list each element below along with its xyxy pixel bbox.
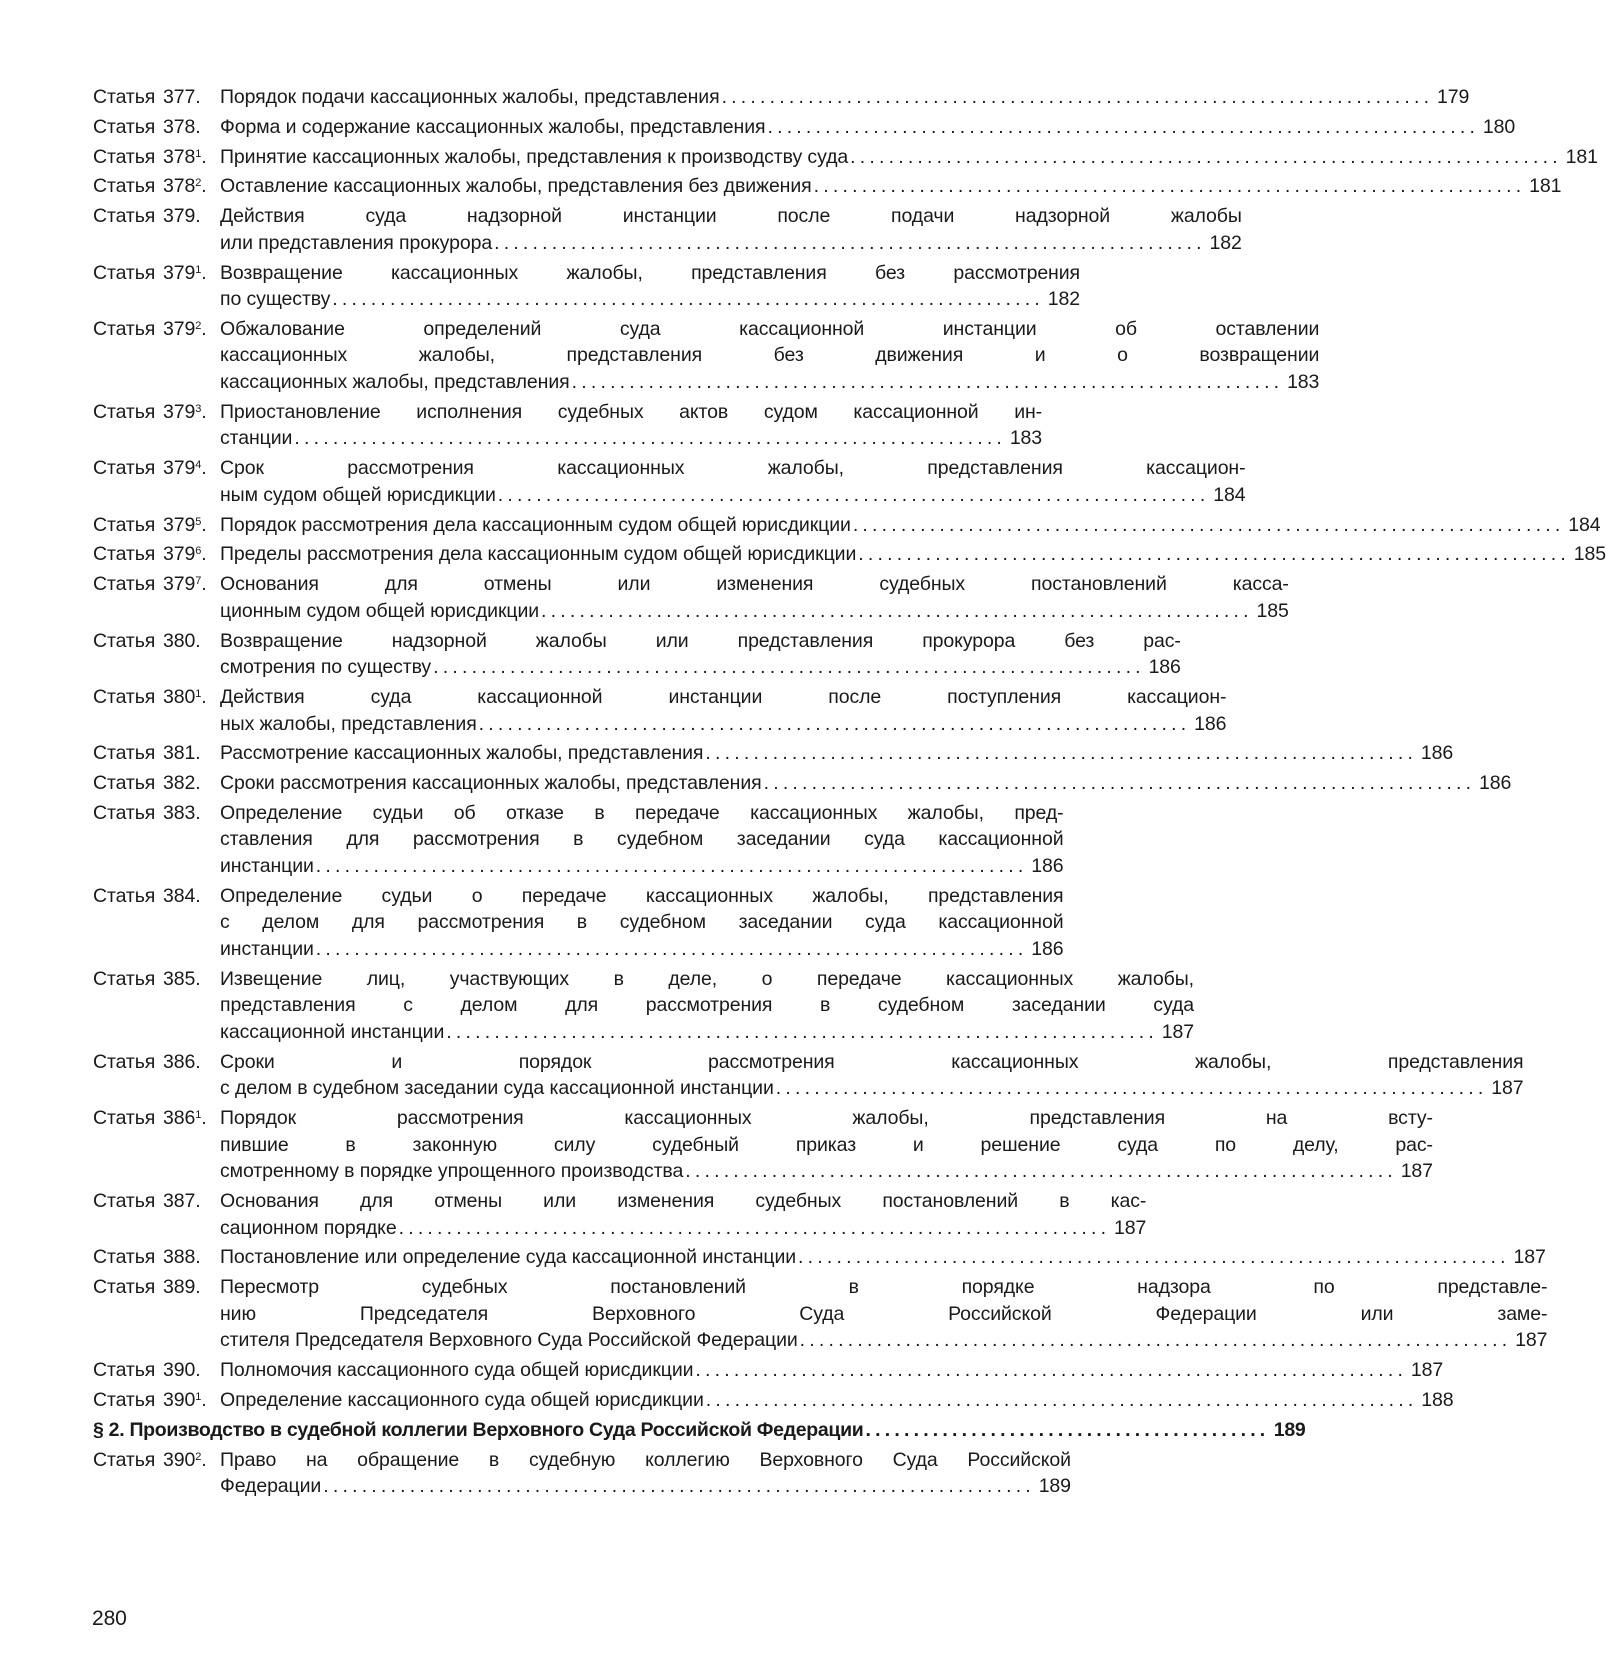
toc-entries (93, 84, 1606, 1414)
leader-dots: .......................................................................... (398, 1216, 1111, 1239)
article-superscript: 1 (195, 263, 202, 276)
page-ref: 182 (1047, 288, 1080, 311)
page-ref: 181 (1565, 145, 1598, 168)
article-word: Статья (93, 543, 156, 566)
page-ref: 188 (1421, 1389, 1454, 1411)
leader-dots: .......................................................................... (294, 427, 1007, 450)
article-title (220, 1244, 1546, 1271)
leader-dots: .......................................................................... (494, 231, 1206, 254)
title-line: Обжалование определений суда кассационной инстанции об оставлении (220, 317, 1320, 340)
title-line: инстанции (220, 855, 314, 878)
title-line: пившие в законную силу судебный приказ и решение суда по делу, рас- (220, 1133, 1433, 1156)
page-number: 280 (92, 1607, 127, 1630)
title-line: по существу (220, 288, 331, 311)
title-line: Полномочия кассационного суда общей юрисдикции (220, 1359, 694, 1382)
article-title (220, 1387, 1453, 1414)
title-last-line (220, 1244, 1546, 1271)
article-word: Статья (93, 1246, 156, 1269)
article-title (220, 1105, 1433, 1185)
page-ref: 183 (1009, 427, 1043, 450)
toc-entry[interactable] (93, 203, 1242, 256)
title-last-line (220, 598, 1289, 625)
article-number: 379 (163, 573, 196, 596)
title-last-line (220, 144, 1598, 171)
title-line: Постановление или определение суда кассационной инстанции (220, 1246, 797, 1269)
toc-entry[interactable] (93, 628, 1181, 681)
article-word: Статья (93, 1190, 156, 1213)
article-title (220, 1049, 1523, 1102)
article-number: 379. (163, 205, 201, 228)
title-line: Пересмотр судебных постановлений в порядке надзора по представле- (220, 1276, 1548, 1299)
article-label: Статья $379^5$. (93, 512, 220, 539)
article-number: 382. (163, 772, 201, 795)
leader-dots: .......................................................................... (497, 483, 1210, 506)
title-line: Действия суда кассационной инстанции после поступления кассацион- (220, 685, 1227, 708)
title-line: Срок рассмотрения кассационных жалобы, представления кассацион- (220, 457, 1246, 480)
title-last-line (220, 482, 1246, 509)
leader-dots: .......................................................................... (705, 1389, 1418, 1411)
article-label: Статья $378^2$. (93, 173, 220, 200)
article-label: Статья $386^1$. (93, 1105, 220, 1132)
article-label: Статья $379^1$. (93, 260, 220, 287)
page-ref: 180 (1482, 115, 1516, 138)
title-line: Определение судьи о передаче кассационных жалобы, представления (220, 884, 1064, 907)
title-last-line (220, 654, 1181, 681)
leader-dots: .......................................................................... (850, 145, 1562, 168)
leader-dots: .......................................................................... (478, 712, 1191, 735)
article-label (93, 84, 220, 111)
article-title (220, 740, 1453, 767)
article-word: Статья (93, 573, 156, 596)
article-title (220, 1357, 1443, 1384)
article-title (220, 684, 1226, 737)
article-title (220, 260, 1080, 313)
title-line: Право на обращение в судебную коллегию Верховного Суда Российской (220, 1448, 1071, 1471)
toc-entry[interactable] (93, 173, 1562, 200)
leader-dots: .......................................................................... (433, 656, 1145, 679)
article-label: Статья $379^4$. (93, 455, 220, 482)
title-last-line (220, 286, 1080, 313)
article-label: Статья $378^1$. (93, 144, 220, 171)
article-number: 380. (163, 629, 201, 652)
article-title (220, 455, 1246, 508)
page-ref: 181 (1529, 175, 1562, 198)
leader-dots: .......................................................................... (798, 1246, 1510, 1269)
title-line: с делом для рассмотрения в судебном заседании суда кассационной (220, 911, 1064, 934)
article-superscript: 2 (195, 177, 202, 190)
article-label (93, 203, 220, 230)
article-number: 379 (163, 261, 196, 284)
article-word: Статья (93, 1050, 156, 1073)
toc-entry[interactable] (93, 144, 1598, 171)
leader-dots: .......................................................................... (775, 1077, 1488, 1100)
article-word: Статья (93, 1107, 156, 1130)
article-title (220, 1274, 1547, 1354)
article-number: 379 (163, 513, 196, 536)
toc-entry[interactable] (93, 1274, 1548, 1354)
page-ref: 186 (1194, 712, 1227, 735)
article-label (93, 966, 220, 993)
title-last-line (220, 1019, 1194, 1046)
article-label (93, 1049, 220, 1076)
article-label (93, 114, 220, 141)
article-word: Статья (93, 513, 156, 536)
article-title (220, 770, 1511, 797)
article-word: Статья (93, 1276, 156, 1299)
article-number: 388. (163, 1246, 201, 1269)
page-ref: 185 (1573, 543, 1606, 566)
article-title (220, 571, 1289, 624)
article-label (93, 1188, 220, 1215)
title-line: Основания для отмены или изменения судебных постановлений в кас- (220, 1190, 1147, 1213)
toc-entry[interactable] (93, 114, 1516, 141)
article-word: Статья (93, 457, 156, 480)
article-number: 377. (163, 86, 201, 108)
article-superscript: 5 (195, 515, 202, 528)
leader-dots: .......................................................................... (799, 1329, 1512, 1352)
article-number: 378 (163, 175, 196, 198)
title-line: Федерации (220, 1475, 322, 1498)
title-last-line (220, 740, 1453, 767)
article-number: 387. (163, 1190, 201, 1213)
title-last-line (220, 512, 1601, 539)
page-ref: 186 (1479, 772, 1512, 795)
title-line: ставления для рассмотрения в судебном заседании суда кассационной (220, 828, 1064, 851)
article-title (220, 203, 1242, 256)
page-ref: 187 (1161, 1020, 1194, 1043)
leader-dots: .......................................................................... (852, 513, 1565, 536)
article-title (220, 399, 1042, 452)
page-ref: 186 (1031, 855, 1064, 878)
article-label (93, 1244, 220, 1271)
article-word: Статья (93, 400, 156, 423)
title-last-line (220, 230, 1242, 257)
article-label (93, 740, 220, 767)
page-ref: 187 (1491, 1077, 1524, 1100)
title-line: Действия суда надзорной инстанции после подачи надзорной жалобы (220, 205, 1242, 228)
article-title (220, 114, 1515, 141)
article-number: 390 (163, 1389, 196, 1411)
article-number: 379 (163, 317, 196, 340)
article-label (93, 1274, 220, 1301)
page-ref: 183 (1287, 371, 1320, 394)
article-number: 384. (163, 884, 201, 907)
title-line: Возвращение надзорной жалобы или представления прокурора без рас- (220, 629, 1181, 652)
title-line: кассационных жалобы, представления без движения и о возвращении (220, 344, 1320, 367)
leader-dots: .......................................................................... (315, 938, 1028, 960)
article-number: 389. (163, 1276, 201, 1299)
leader-dots: .......................................................................... (332, 288, 1044, 311)
title-line: Извещение лиц, участвующих в деле, о передаче кассационных жалобы, (220, 967, 1194, 990)
leader-dots: .......................................................................... (767, 115, 1480, 138)
article-number: 379 (163, 543, 196, 566)
title-last-line (220, 1158, 1433, 1185)
leader-dots: .......................................................................... (721, 86, 1434, 108)
article-superscript: 1 (195, 1109, 202, 1122)
title-last-line (220, 1357, 1443, 1384)
article-word: Статья (93, 86, 156, 108)
toc-entry[interactable] (93, 1447, 1071, 1500)
article-word: Статья (93, 772, 156, 795)
page-ref: 186 (1148, 656, 1181, 679)
article-label: Статья $390^1$. (93, 1387, 220, 1414)
article-label (93, 1357, 220, 1384)
article-number: 385. (163, 967, 201, 990)
title-line: Основания для отмены или изменения судебных постановлений касса- (220, 573, 1289, 596)
article-word: Статья (93, 685, 156, 708)
leader-dots: .......................................... (865, 1418, 1270, 1441)
article-label (93, 770, 220, 797)
article-word: Статья (93, 884, 156, 907)
article-number: 386. (163, 1050, 201, 1073)
page-ref: 185 (1256, 599, 1289, 622)
article-number: 381. (163, 742, 201, 765)
article-superscript: 1 (195, 1391, 202, 1403)
toc-entry[interactable] (93, 571, 1289, 624)
title-last-line (220, 541, 1606, 568)
title-last-line (220, 1215, 1146, 1242)
page-ref: 187 (1515, 1329, 1548, 1352)
title-line: Приостановление исполнения судебных актов судом кассационной ин- (220, 400, 1043, 423)
title-line: или представления прокурора (220, 231, 493, 254)
title-line: Пределы рассмотрения дела кассационным судом общей юрисдикции (220, 543, 857, 566)
title-last-line (220, 173, 1561, 200)
article-label (93, 883, 220, 910)
toc-entry[interactable] (93, 541, 1606, 568)
leader-dots: .......................................................................... (813, 175, 1526, 198)
title-line: с делом в судебном заседании суда кассационной инстанции (220, 1077, 774, 1100)
section-page: 189 (1273, 1418, 1306, 1441)
title-line: Порядок рассмотрения дела кассационным судом общей юрисдикции (220, 513, 851, 536)
toc-entry[interactable] (93, 260, 1080, 313)
article-word: Статья (93, 261, 156, 284)
title-line: ным судом общей юрисдикции (220, 483, 496, 506)
title-line: кассационных жалобы, представления (220, 371, 570, 394)
toc-entry[interactable] (93, 84, 1470, 111)
title-last-line (220, 369, 1319, 396)
page-ref: 187 (1400, 1160, 1433, 1183)
article-title (220, 316, 1319, 396)
title-line: Порядок подачи кассационных жалобы, представления (220, 86, 720, 108)
leader-dots: .......................................................................... (541, 599, 1253, 622)
title-line: Рассмотрение кассационных жалобы, представления (220, 742, 704, 765)
article-title (220, 173, 1561, 200)
article-superscript: 7 (195, 575, 202, 588)
article-word: Статья (93, 175, 156, 198)
article-label (93, 628, 220, 655)
article-number: 378. (163, 115, 201, 138)
toc-entry[interactable] (93, 1387, 1454, 1414)
toc-entry[interactable] (93, 800, 1064, 880)
article-superscript: 1 (195, 687, 202, 700)
toc-entry[interactable] (93, 966, 1194, 1046)
title-last-line (220, 1473, 1071, 1500)
article-number: 390 (163, 1448, 196, 1471)
article-label: Статья $380^1$. (93, 684, 220, 711)
page-ref: 184 (1213, 483, 1246, 506)
toc-entry[interactable] (93, 1049, 1524, 1102)
title-line: стителя Председателя Верховного Суда Российской Федерации (220, 1329, 798, 1352)
page-ref: 186 (1031, 938, 1064, 960)
page-ref: 187 (1114, 1216, 1147, 1239)
article-word: Статья (93, 317, 156, 340)
title-line: ных жалобы, представления (220, 712, 477, 735)
article-number: 383. (163, 801, 201, 824)
article-title (220, 512, 1601, 539)
article-title (220, 541, 1606, 568)
toc-entry[interactable] (93, 1357, 1444, 1384)
article-title (220, 1447, 1071, 1500)
article-title (220, 883, 1064, 963)
title-last-line (220, 711, 1226, 738)
title-last-line (220, 770, 1511, 797)
article-number: 386 (163, 1107, 196, 1130)
title-line: Определение судьи об отказе в передаче кассационных жалобы, пред- (220, 801, 1064, 824)
title-line: нию Председателя Верховного Суда Российской Федерации или заме- (220, 1302, 1548, 1325)
article-title (220, 966, 1194, 1046)
title-last-line (220, 84, 1469, 111)
article-label: Статья $379^3$. (93, 399, 220, 426)
article-number: 380 (163, 685, 196, 708)
leader-dots: .......................................................................... (323, 1475, 1035, 1498)
article-word: Статья (93, 1359, 156, 1382)
leader-dots: .......................................................................... (705, 742, 1418, 765)
article-label: Статья $379^6$. (93, 541, 220, 568)
page-ref: 187 (1513, 1246, 1546, 1269)
article-number: 390. (163, 1359, 201, 1382)
article-title (220, 1188, 1146, 1241)
toc-entry[interactable] (93, 399, 1043, 452)
article-number: 379 (163, 400, 196, 423)
toc-entry[interactable] (93, 770, 1512, 797)
article-superscript: 4 (195, 459, 202, 472)
title-last-line (220, 853, 1064, 880)
title-last-line (220, 936, 1064, 963)
title-line: станции (220, 427, 293, 450)
article-title (220, 84, 1469, 111)
toc-entry[interactable] (93, 316, 1320, 396)
article-title (220, 144, 1598, 171)
toc-entry[interactable] (93, 1244, 1546, 1271)
page-ref: 189 (1038, 1475, 1071, 1498)
article-superscript: 2 (195, 1450, 202, 1463)
title-line: инстанции (220, 938, 314, 960)
toc-entry[interactable] (93, 684, 1227, 737)
page-ref: 179 (1437, 86, 1470, 108)
title-line: ционным судом общей юрисдикции (220, 599, 540, 622)
title-line: представления с делом для рассмотрения в судебном заседании суда (220, 994, 1194, 1017)
title-line: Сроки рассмотрения кассационных жалобы, представления (220, 772, 762, 795)
toc-entry[interactable] (93, 740, 1454, 767)
article-superscript: 3 (195, 402, 202, 415)
article-word: Статья (93, 1389, 156, 1411)
article-superscript: 6 (195, 545, 202, 558)
title-last-line (220, 114, 1515, 141)
article-label: Статья $379^7$. (93, 571, 220, 598)
title-line: Порядок рассмотрения кассационных жалобы, представления на всту- (220, 1107, 1433, 1130)
page-ref: 182 (1209, 231, 1242, 254)
final-entry-holder (93, 1447, 1071, 1500)
article-title (220, 800, 1064, 880)
leader-dots: .......................................................................... (571, 371, 1284, 394)
article-superscript: 2 (195, 319, 202, 332)
title-line: Сроки и порядок рассмотрения кассационных жалобы, представления (220, 1050, 1524, 1073)
title-line: сационном порядке (220, 1216, 397, 1239)
section-title: § 2. Производство в судебной коллегии Верховного Суда Российской Федерации (93, 1418, 864, 1441)
article-number: 379 (163, 457, 196, 480)
article-title (220, 628, 1181, 681)
leader-dots: .......................................................................... (858, 543, 1570, 566)
title-last-line (220, 1327, 1547, 1354)
article-word: Статья (93, 629, 156, 652)
toc-entry[interactable] (93, 512, 1601, 539)
article-word: Статья (93, 205, 156, 228)
article-number: 378 (163, 145, 196, 168)
leader-dots: .......................................................................... (763, 772, 1476, 795)
toc-entry[interactable] (93, 455, 1246, 508)
article-label: Статья $379^2$. (93, 316, 220, 343)
title-last-line (220, 1387, 1453, 1414)
title-line: Форма и содержание кассационных жалобы, представления (220, 115, 766, 138)
article-word: Статья (93, 115, 156, 138)
article-label: Статья $390^2$. (93, 1447, 220, 1474)
leader-dots: .......................................................................... (315, 855, 1028, 878)
title-line: Возвращение кассационных жалобы, представления без рассмотрения (220, 261, 1080, 284)
title-last-line (220, 425, 1042, 452)
article-word: Статья (93, 1448, 156, 1471)
article-superscript: 1 (195, 147, 202, 160)
title-line: Оставление кассационных жалобы, представления без движения (220, 175, 812, 198)
table-of-contents (93, 84, 1606, 1503)
page-ref: 184 (1568, 513, 1601, 536)
article-word: Статья (93, 742, 156, 765)
page-ref: 187 (1410, 1359, 1444, 1382)
article-label (93, 800, 220, 827)
article-word: Статья (93, 801, 156, 824)
title-line: кассационной инстанции (220, 1020, 445, 1043)
article-word: Статья (93, 145, 156, 168)
toc-entry[interactable] (93, 883, 1064, 963)
leader-dots: .......................................................................... (685, 1160, 1397, 1183)
section-heading[interactable] (93, 1417, 1306, 1444)
page-ref: 186 (1420, 742, 1454, 765)
leader-dots: .......................................................................... (446, 1020, 1158, 1043)
leader-dots: .......................................................................... (695, 1359, 1408, 1382)
title-last-line (220, 1075, 1523, 1102)
toc-entry[interactable] (93, 1105, 1433, 1185)
toc-entry[interactable] (93, 1188, 1147, 1241)
title-line: Определение кассационного суда общей юрисдикции (220, 1389, 704, 1411)
article-word: Статья (93, 967, 156, 990)
title-line: смотрения по существу (220, 656, 432, 679)
title-line: Принятие кассационных жалобы, представления к производству суда (220, 145, 849, 168)
title-line: смотренному в порядке упрощенного производства (220, 1160, 684, 1183)
